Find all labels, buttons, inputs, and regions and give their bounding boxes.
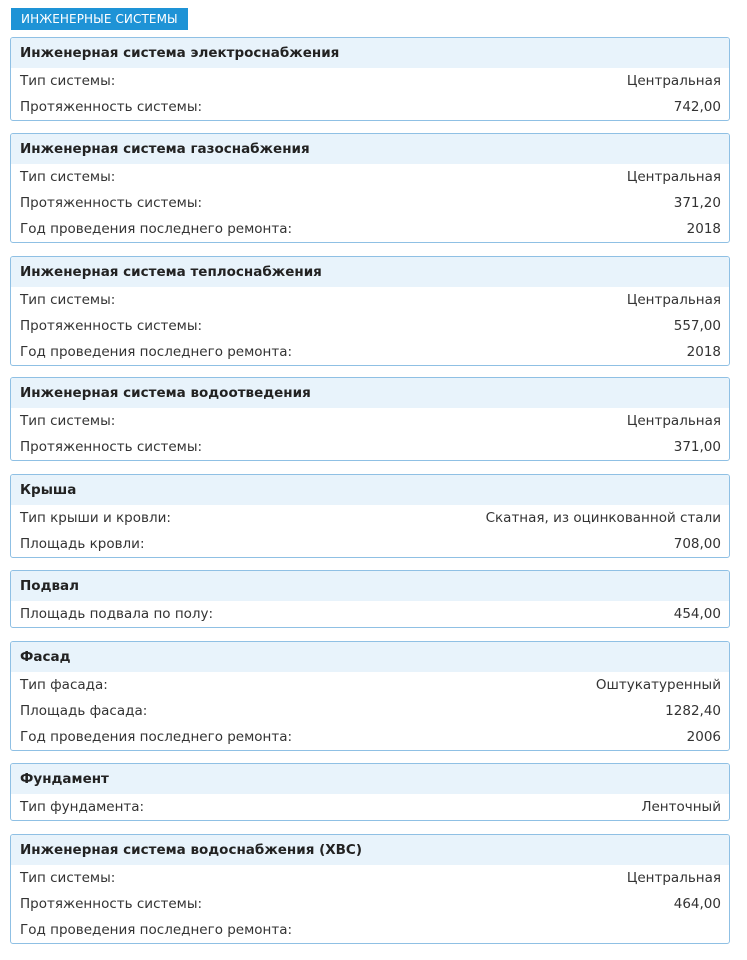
info-row: [11, 68, 729, 94]
row-label: Площадь кровли:: [20, 536, 145, 552]
row-value: Центральная: [626, 169, 721, 185]
info-row: [11, 601, 729, 627]
row-value: 2018: [686, 344, 721, 360]
section-title: Фасад: [11, 642, 729, 672]
section-drainage: [10, 377, 730, 461]
info-row: [11, 164, 729, 190]
section-title: Инженерная система газоснабжения: [11, 134, 729, 164]
section-electricity: [10, 37, 730, 121]
info-row: [11, 698, 729, 724]
section-title: Подвал: [11, 571, 729, 601]
section-cold-water: [10, 834, 730, 944]
row-value: Центральная: [626, 73, 721, 89]
section-basement: [10, 570, 730, 628]
row-label: Протяженность системы:: [20, 318, 203, 334]
info-row: [11, 216, 729, 242]
row-value: 371,00: [673, 439, 721, 455]
info-row: [11, 794, 729, 820]
row-label: Тип системы:: [20, 413, 116, 429]
row-value: 464,00: [673, 896, 721, 912]
row-label: Протяженность системы:: [20, 439, 203, 455]
row-label: Год проведения последнего ремонта:: [20, 344, 293, 360]
info-row: [11, 672, 729, 698]
info-row: [11, 94, 729, 120]
row-value: 742,00: [673, 99, 721, 115]
row-value: 557,00: [673, 318, 721, 334]
section-heating: [10, 256, 730, 366]
row-label: Площадь фасада:: [20, 703, 148, 719]
info-row: [11, 313, 729, 339]
row-label: Год проведения последнего ремонта:: [20, 221, 293, 237]
section-title: Фундамент: [11, 764, 729, 794]
section-title: Инженерная система теплоснабжения: [11, 257, 729, 287]
info-row: [11, 287, 729, 313]
row-value: Центральная: [626, 870, 721, 886]
row-value: Ленточный: [641, 799, 721, 815]
info-row: [11, 917, 729, 943]
section-title: Инженерная система водоотведения: [11, 378, 729, 408]
row-value: Оштукатуренный: [595, 677, 721, 693]
row-label: Год проведения последнего ремонта:: [20, 729, 293, 745]
info-row: [11, 434, 729, 460]
row-label: Тип фундамента:: [20, 799, 145, 815]
row-label: Протяженность системы:: [20, 896, 203, 912]
tab-engineering-systems[interactable]: ИНЖЕНЕРНЫЕ СИСТЕМЫ: [11, 8, 188, 30]
section-gas: [10, 133, 730, 243]
section-title: Крыша: [11, 475, 729, 505]
row-value: 371,20: [673, 195, 721, 211]
info-row: [11, 505, 729, 531]
row-label: Тип системы:: [20, 169, 116, 185]
row-label: Протяженность системы:: [20, 99, 203, 115]
row-value: 2018: [686, 221, 721, 237]
info-row: [11, 865, 729, 891]
section-foundation: [10, 763, 730, 821]
row-value: 454,00: [673, 606, 721, 622]
section-title: Инженерная система электроснабжения: [11, 38, 729, 68]
info-row: [11, 724, 729, 750]
info-row: [11, 408, 729, 434]
info-row: [11, 531, 729, 557]
info-row: [11, 190, 729, 216]
row-label: Тип системы:: [20, 73, 116, 89]
row-value: 1282,40: [665, 703, 721, 719]
info-row: [11, 339, 729, 365]
section-facade: [10, 641, 730, 751]
row-label: Площадь подвала по полу:: [20, 606, 214, 622]
row-label: Год проведения последнего ремонта:: [20, 922, 293, 938]
row-value: 708,00: [673, 536, 721, 552]
row-label: Тип крыши и кровли:: [20, 510, 171, 526]
section-roof: [10, 474, 730, 558]
row-label: Тип системы:: [20, 870, 116, 886]
row-value: Центральная: [626, 292, 721, 308]
section-title: Инженерная система водоснабжения (ХВС): [11, 835, 729, 865]
row-value: Центральная: [626, 413, 721, 429]
row-label: Тип системы:: [20, 292, 116, 308]
row-label: Протяженность системы:: [20, 195, 203, 211]
row-label: Тип фасада:: [20, 677, 108, 693]
info-row: [11, 891, 729, 917]
row-value: 2006: [686, 729, 721, 745]
row-value: Скатная, из оцинкованной стали: [485, 510, 721, 526]
